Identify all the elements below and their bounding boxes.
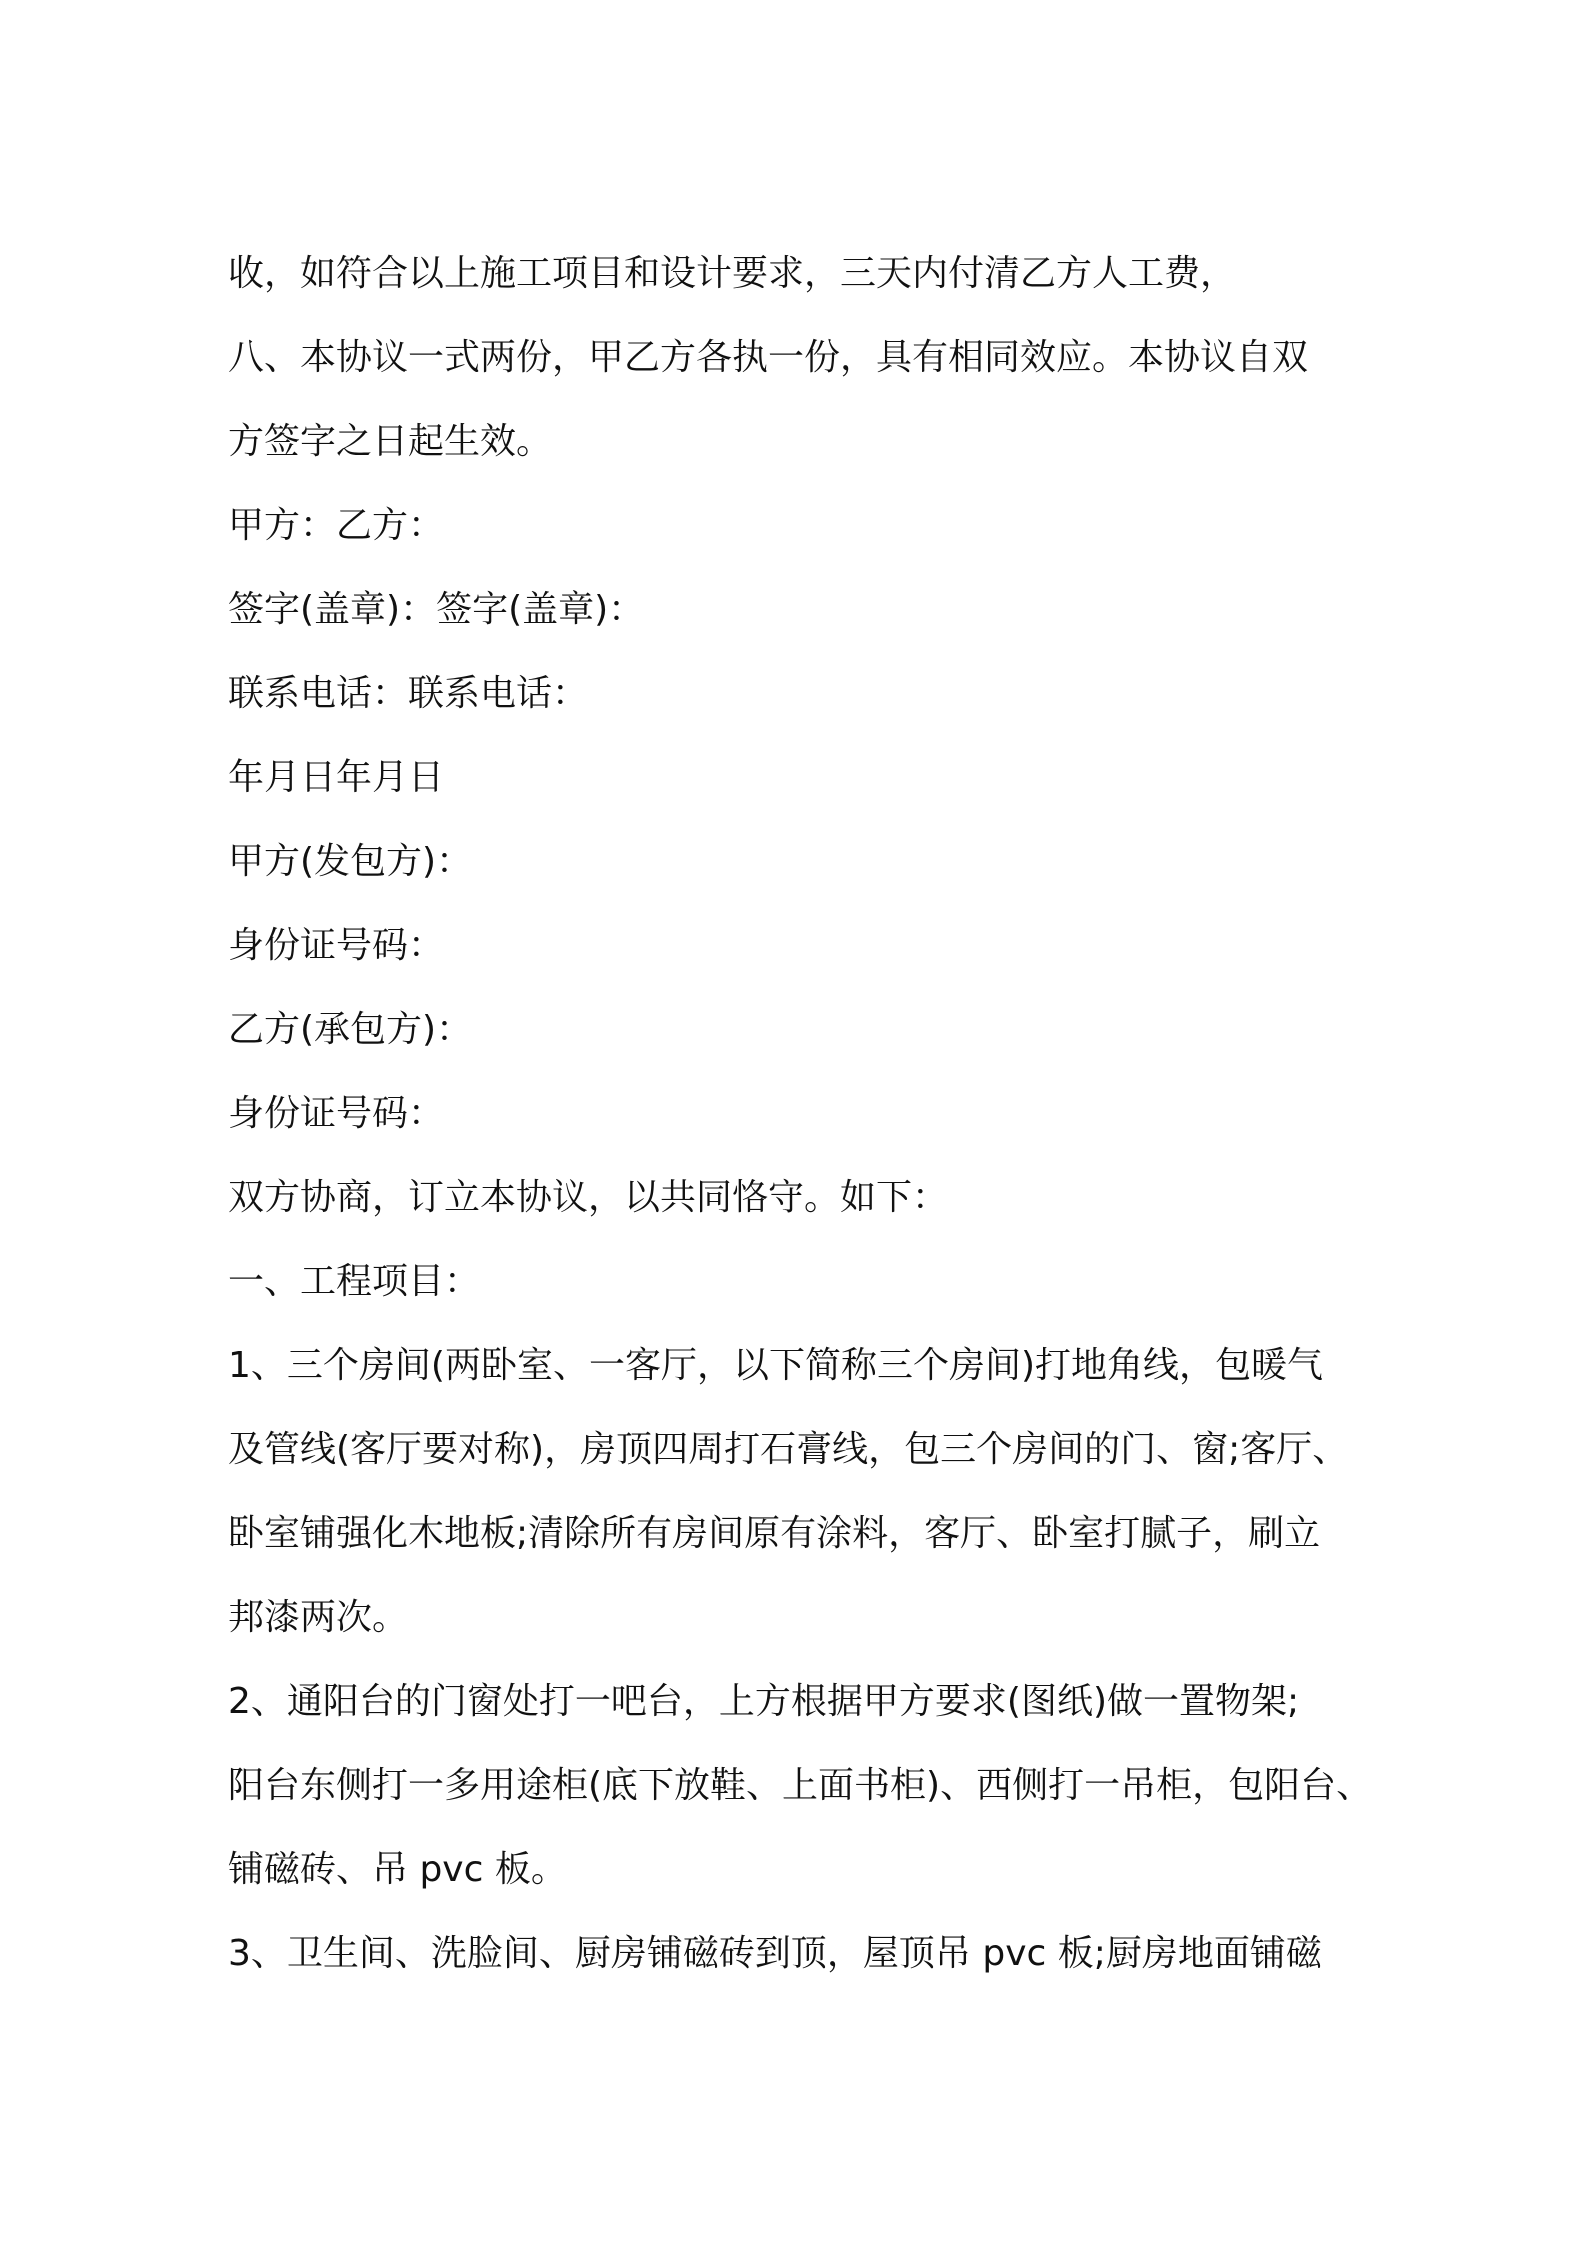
text-line: 年月日年月日 — [228, 757, 445, 798]
text-line: 一、工程项目： — [228, 1261, 481, 1302]
text-line: 双方协商，订立本协议，以共同恪守。如下： — [228, 1177, 949, 1218]
text-line: 方签字之日起生效。 — [228, 421, 553, 462]
text-line: 阳台东侧打一多用途柜(底下放鞋、上面书柜)、西侧打一吊柜，包阳台、 — [228, 1765, 1373, 1806]
text-line: 身份证号码： — [228, 925, 445, 966]
text-line: 卧室铺强化木地板;清除所有房间原有涂料，客厅、卧室打腻子，刷立 — [228, 1513, 1321, 1554]
text-line: 铺磁砖、吊 pvc 板。 — [228, 1849, 567, 1890]
text-line: 八、本协议一式两份，甲乙方各执一份，具有相同效应。本协议自双 — [228, 337, 1309, 378]
text-line: 身份证号码： — [228, 1093, 445, 1134]
text-line: 及管线(客厅要对称)，房顶四周打石膏线，包三个房间的门、窗;客厅、 — [228, 1429, 1349, 1470]
text-line: 甲方(发包方)： — [228, 841, 473, 882]
text-line: 3、卫生间、洗脸间、厨房铺磁砖到顶，屋顶吊 pvc 板;厨房地面铺磁 — [228, 1933, 1322, 1974]
text-line: 邦漆两次。 — [228, 1597, 409, 1638]
text-line: 联系电话：联系电话： — [228, 673, 589, 714]
text-line: 1、三个房间(两卧室、一客厅，以下简称三个房间)打地角线，包暖气 — [228, 1345, 1323, 1386]
text-line: 甲方：乙方： — [228, 505, 445, 546]
text-line: 收，如符合以上施工项目和设计要求，三天内付清乙方人工费， — [228, 253, 1237, 294]
text-line: 签字(盖章)：签字(盖章)： — [228, 589, 645, 630]
text-line: 乙方(承包方)： — [228, 1009, 473, 1050]
document-body — [228, 232, 1373, 1996]
text-line: 2、通阳台的门窗处打一吧台，上方根据甲方要求(图纸)做一置物架; — [228, 1681, 1300, 1722]
